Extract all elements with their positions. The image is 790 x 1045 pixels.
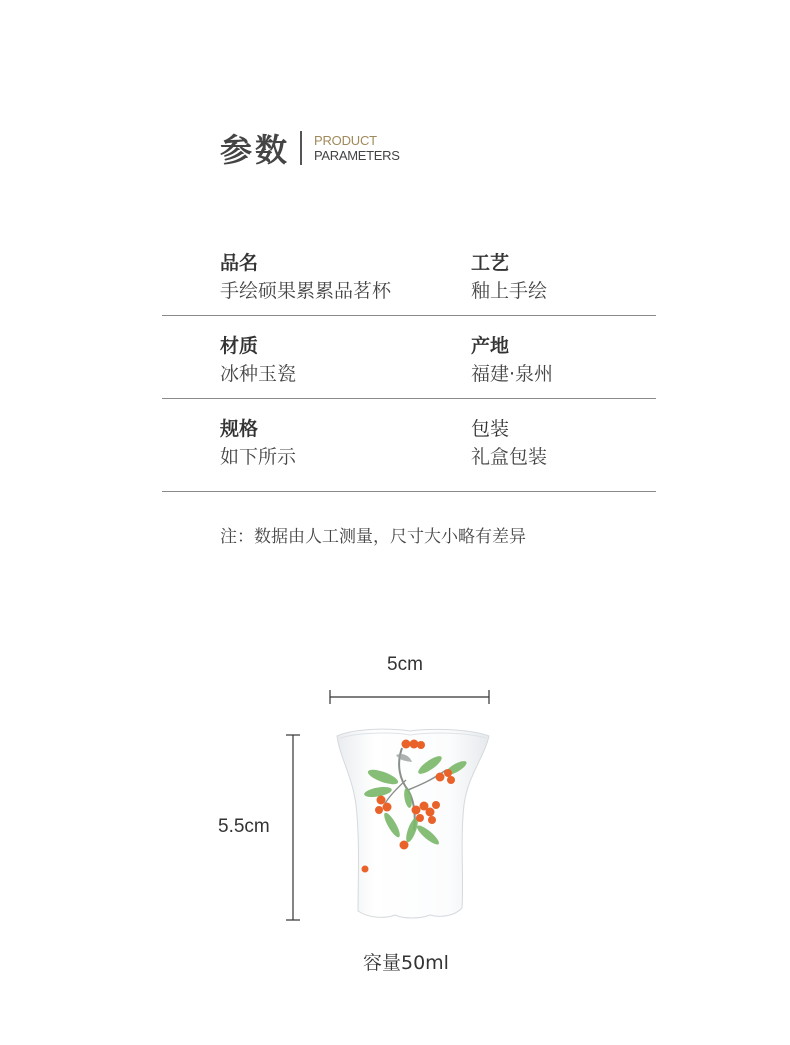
product-illustration — [0, 640, 790, 980]
height-label: 5.5cm — [218, 816, 270, 837]
spec-cell-origin — [471, 334, 553, 386]
title-en-line1: PRODUCT — [314, 133, 377, 148]
teacup-image — [337, 729, 489, 918]
spec-value: 冰种玉瓷 — [220, 363, 297, 385]
spec-value: 如下所示 — [220, 446, 297, 468]
spec-cell-name — [220, 251, 391, 303]
spec-label: 材质 — [220, 335, 259, 357]
spec-label: 包装 — [471, 418, 510, 440]
width-dimension-line — [330, 690, 489, 704]
measurement-note: 注：数据由人工测量，尺寸大小略有差异 — [220, 527, 526, 547]
spec-row — [162, 233, 656, 316]
page-title: 参数 — [220, 131, 291, 169]
title-en — [314, 133, 400, 163]
spec-label: 工艺 — [471, 252, 510, 274]
spec-table — [162, 233, 656, 492]
spec-label: 规格 — [220, 418, 259, 440]
spec-row — [162, 399, 656, 492]
height-dimension-line — [286, 735, 300, 920]
spec-value: 手绘硕果累累品茗杯 — [220, 280, 392, 302]
spec-cell-packaging — [471, 417, 547, 469]
section-header — [220, 128, 400, 168]
spec-cell-craft — [471, 251, 547, 303]
width-label: 5cm — [387, 654, 423, 675]
capacity-label: 容量50ml — [363, 952, 449, 974]
spec-label: 产地 — [471, 335, 510, 357]
spec-cell-size — [220, 417, 296, 469]
spec-label: 品名 — [220, 252, 259, 274]
title-divider — [300, 131, 302, 165]
title-en-line2: PARAMETERS — [314, 148, 400, 163]
product-dimension-figure — [0, 640, 790, 980]
spec-row — [162, 316, 656, 399]
spec-value: 福建·泉州 — [471, 363, 554, 385]
spec-value: 礼盒包装 — [471, 446, 548, 468]
spec-value: 釉上手绘 — [471, 280, 548, 302]
spec-cell-material — [220, 334, 296, 386]
